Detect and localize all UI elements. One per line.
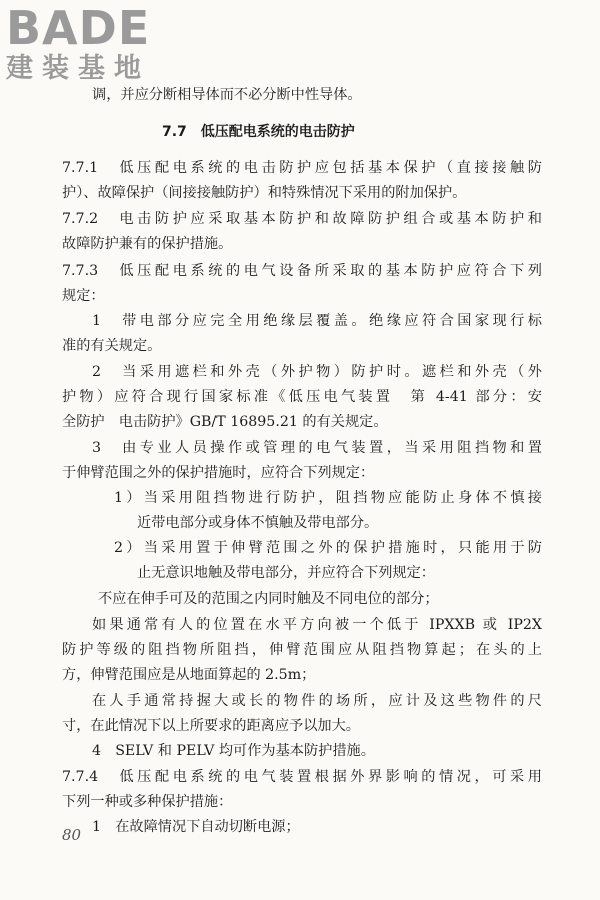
item-1-line1: 1 带电部分应完全用绝缘层覆盖。绝缘应符合国家现行标 [92, 313, 542, 329]
rule-3-line2: 寸，在此情况下以上所要求的距离应予以加大。 [62, 718, 360, 734]
brand-logo [6, 1, 151, 84]
text-line: 调，并应分断相导体而不必分断中性导体。 [92, 87, 362, 103]
clause-7-7-2-line2: 故障防护兼有的保护措施。 [62, 236, 233, 252]
clause-7-7-4-item-1: 1 在故障情况下自动切断电源； [92, 819, 300, 835]
clause-7-7-2-line1: 7.7.2 电击防护应采取基本防护和故障防护组合或基本防护和 [62, 211, 542, 227]
subitem-1-line2: 近带电部分或身体不慎触及带电部分。 [137, 515, 379, 531]
item-3-line1: 3 由专业人员操作或管理的电气装置，当采用阻挡物和置 [92, 440, 542, 456]
rule-2-line1: 如果通常有人的位置在水平方向被一个低于 IPXXB 或 IP2X [92, 617, 542, 633]
subitem-2-line1: 2）当采用置于伸臂范围之外的保护措施时，只能用于防 [114, 540, 542, 556]
item-2-line1: 2 当采用遮栏和外壳（外护物）防护时。遮栏和外壳（外 [92, 364, 542, 380]
section-heading: 7.7 低压配电系统的电击防护 [162, 124, 355, 140]
clause-7-7-1-line1: 7.7.1 低压配电系统的电击防护应包括基本保护（直接接触防 [62, 160, 542, 176]
item-2-line3: 全防护 电击防护》GB/T 16895.21 的有关规定。 [62, 414, 388, 430]
subitem-1-line1: 1）当采用阻挡物进行防护，阻挡物应能防止身体不慎接 [114, 490, 542, 506]
clause-7-7-1-line2: 护）、故障保护（间接接触防护）和特殊情况下采用的附加保护。 [62, 185, 467, 201]
clause-7-7-4-line1: 7.7.4 低压配电系统的电气装置根据外界影响的情况，可采用 [62, 769, 542, 785]
rule-2-line3: 方，伸臂范围应是从地面算起的 2.5m； [62, 667, 316, 683]
logo-subtitle: 建装基地 [6, 53, 150, 84]
item-2-line2: 护物）应符合现行国家标准《低压电气装置 第 4-41 部分：安 [62, 389, 542, 405]
rule-2-line2: 防护等级的阻挡物所阻挡，伸臂范围应从阻挡物算起；在头的上 [62, 642, 542, 658]
item-1-line2: 准的有关规定。 [62, 338, 162, 354]
page-number: 80 [62, 826, 82, 844]
clause-7-7-4-line2: 下列一种或多种保护措施： [62, 794, 233, 810]
logo-brand-text: BADE [6, 1, 151, 55]
clause-7-7-3-line1: 7.7.3 低压配电系统的电气设备所采取的基本防护应符合下列 [62, 263, 542, 279]
clause-7-7-3-line2: 规定： [62, 288, 105, 304]
rule-3-line1: 在人手通常持握大或长的物件的场所，应计及这些物件的尺 [92, 693, 542, 709]
item-4-line: 4 SELV 和 PELV 均可作为基本防护措施。 [92, 743, 375, 759]
rule-line-1: 不应在伸手可及的范围之内同时触及不同电位的部分； [98, 591, 439, 607]
item-3-line2: 于伸臂范围之外的保护措施时，应符合下列规定： [62, 465, 375, 481]
subitem-2-line2: 止无意识地触及带电部分，并应符合下列规定： [137, 565, 435, 581]
